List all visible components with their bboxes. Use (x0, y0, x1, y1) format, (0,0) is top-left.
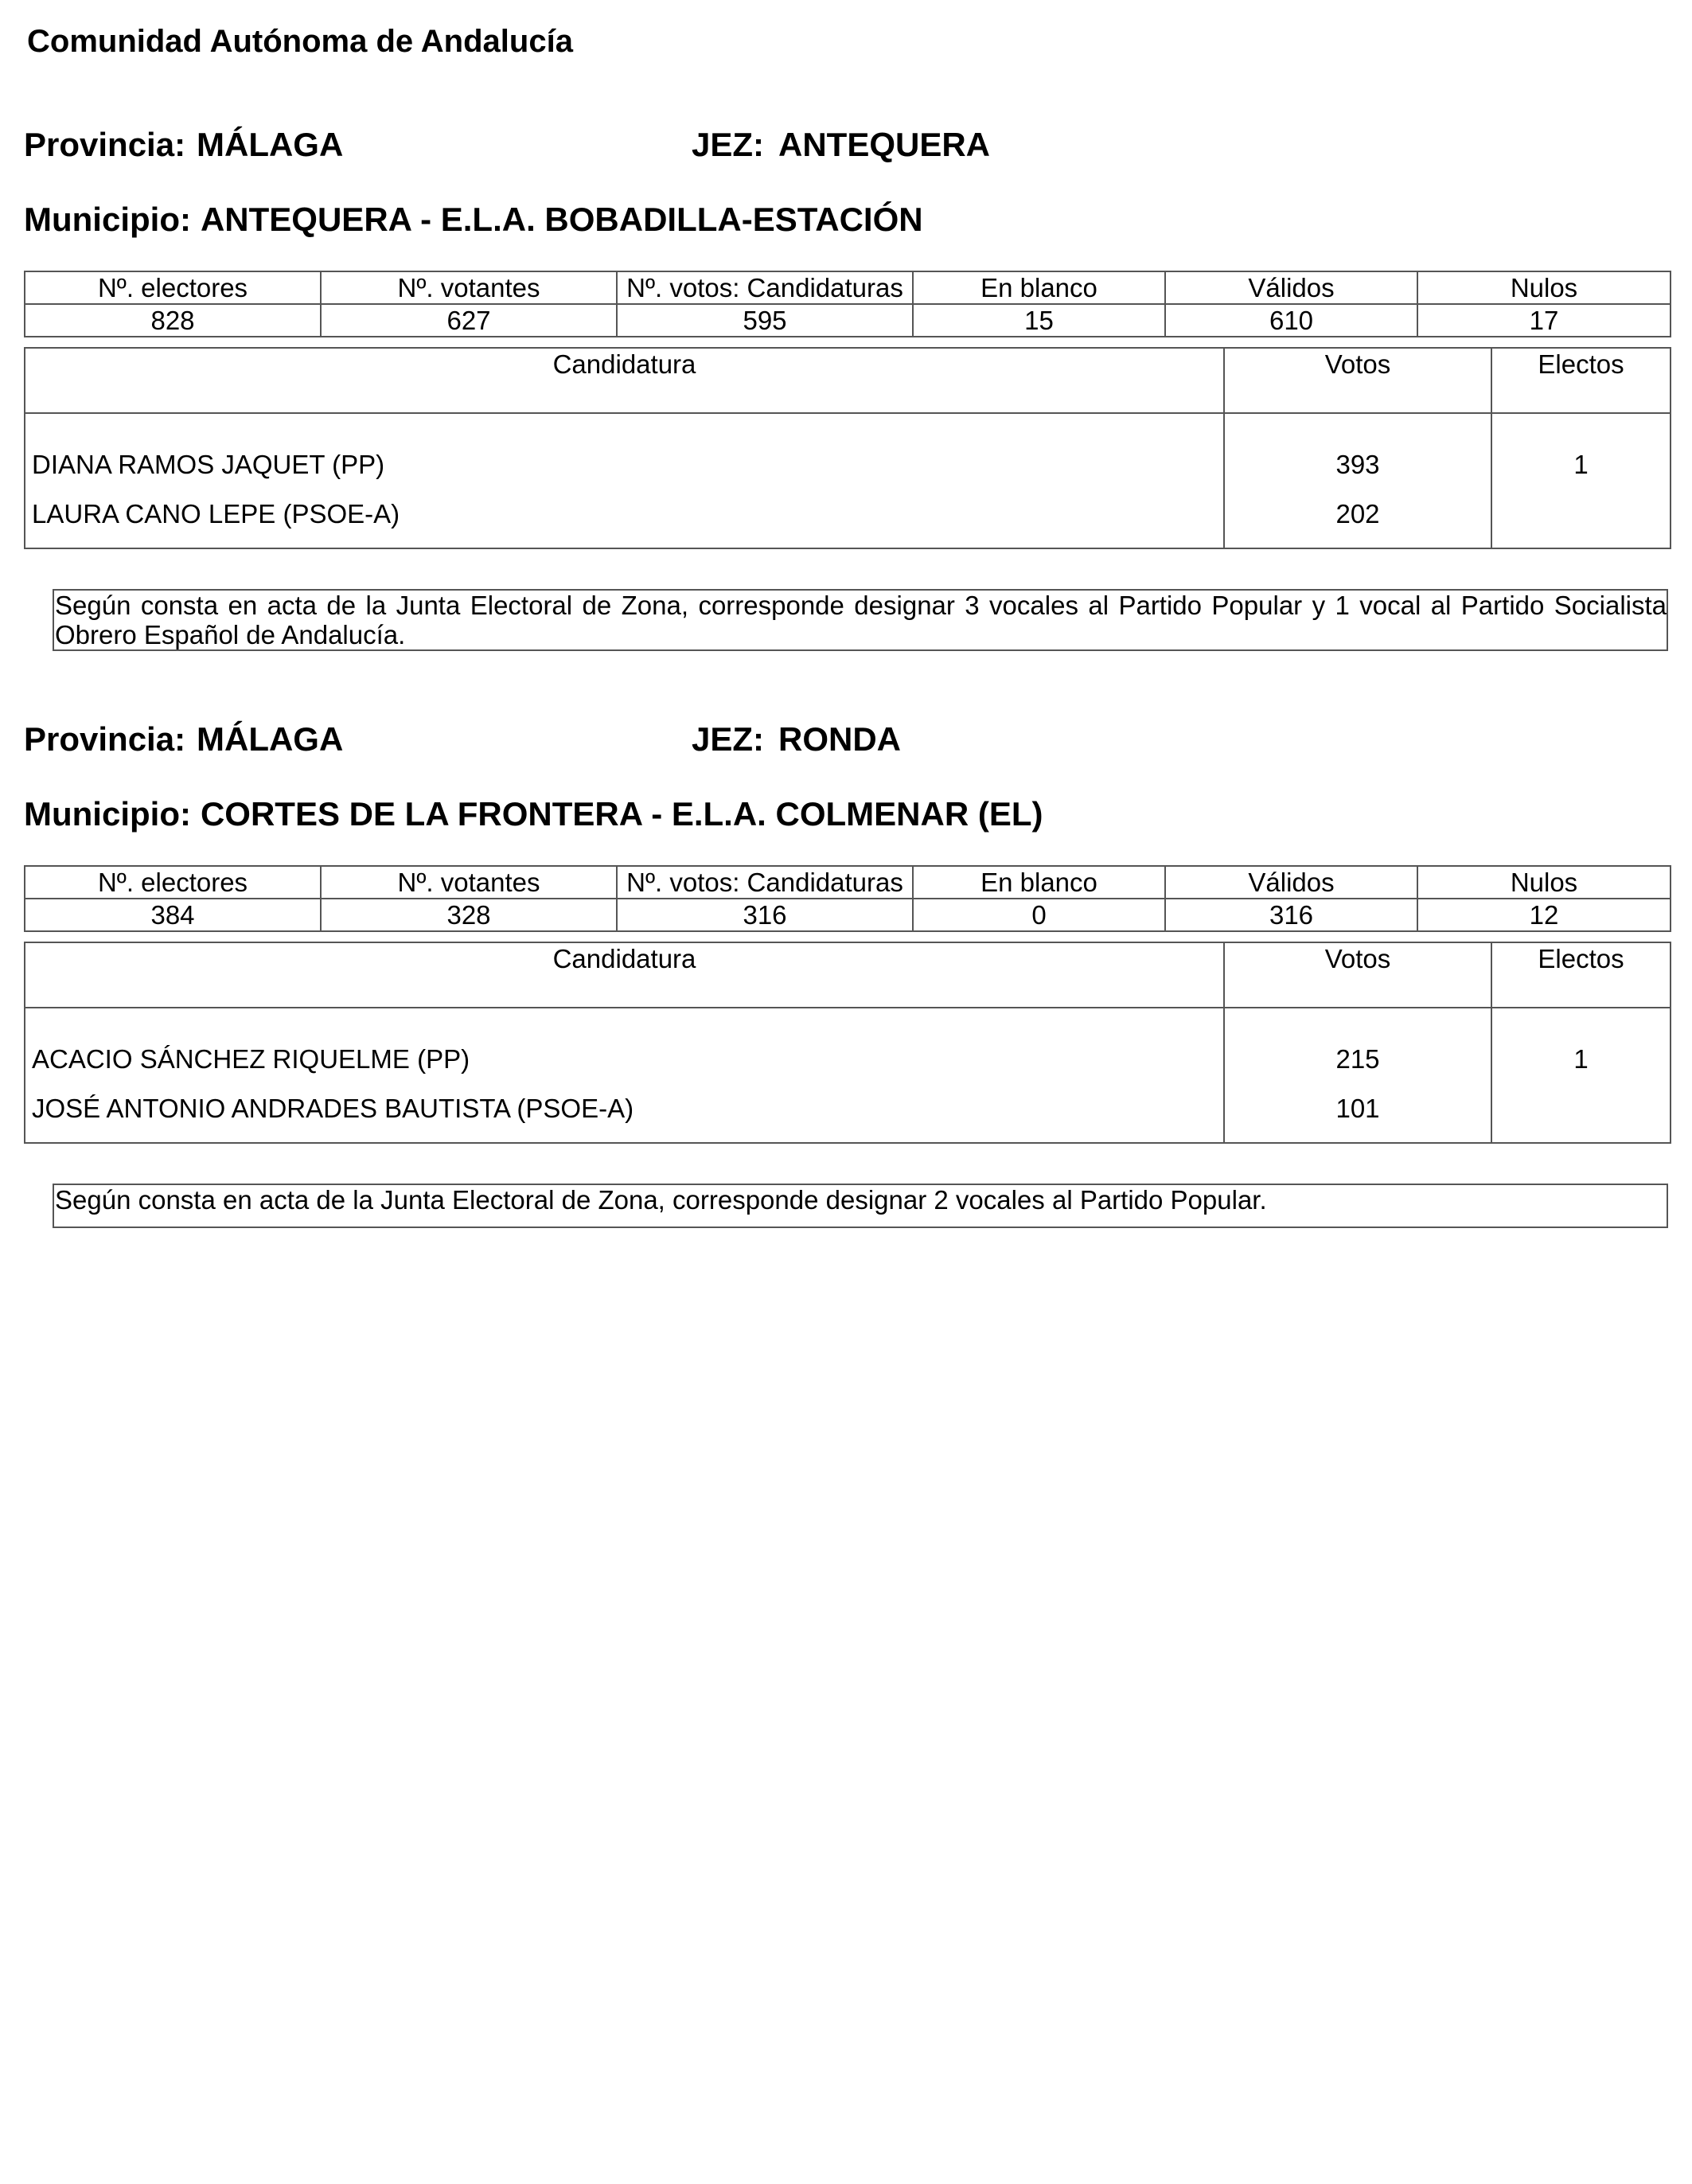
candidates-header-row (25, 348, 1671, 413)
province-row (0, 716, 1692, 763)
provincia-label: Provincia: (24, 720, 186, 758)
candidate-electos (1491, 481, 1671, 548)
candidate-votos: 393 (1224, 413, 1491, 481)
stats-table (24, 865, 1671, 932)
municipio-value: ANTEQUERA - E.L.A. BOBADILLA-ESTACIÓN (200, 201, 923, 238)
candidate-name: DIANA RAMOS JAQUET (PP) (25, 413, 1224, 481)
municipality-section (0, 716, 1692, 1320)
value-nulos: 12 (1417, 899, 1671, 931)
municipio-row (24, 196, 923, 244)
candidate-electos: 1 (1491, 1008, 1671, 1075)
header-votos-candidaturas: Nº. votos: Candidaturas (617, 866, 913, 899)
header-validos: Válidos (1165, 271, 1417, 304)
candidate-electos: 1 (1491, 413, 1671, 481)
header-votos-candidaturas: Nº. votos: Candidaturas (617, 271, 913, 304)
value-nulos: 17 (1417, 304, 1671, 337)
header-nulos: Nulos (1417, 866, 1671, 899)
candidates-header-row (25, 942, 1671, 1008)
candidates-table (24, 347, 1671, 549)
header-votantes: Nº. votantes (321, 866, 617, 899)
header-votos: Votos (1224, 942, 1491, 1008)
header-electores: Nº. electores (25, 866, 321, 899)
municipio-label: Municipio: (24, 201, 191, 238)
header-nulos: Nulos (1417, 271, 1671, 304)
value-electores: 384 (25, 899, 321, 931)
municipio-label: Municipio: (24, 795, 191, 833)
note-box: Según consta en acta de la Junta Electoral de Zona, corresponde designar 2 vocales al Partido Popular. (53, 1184, 1668, 1228)
candidate-name: JOSÉ ANTONIO ANDRADES BAUTISTA (PSOE-A) (25, 1075, 1224, 1143)
stats-table (24, 271, 1671, 337)
municipio-value: CORTES DE LA FRONTERA - E.L.A. COLMENAR (EL) (200, 795, 1043, 833)
candidate-electos (1491, 1075, 1671, 1143)
candidate-name: ACACIO SÁNCHEZ RIQUELME (PP) (25, 1008, 1224, 1075)
header-electores: Nº. electores (25, 271, 321, 304)
value-en-blanco: 0 (913, 899, 1165, 931)
stats-header-row (25, 866, 1671, 899)
candidate-row (25, 1008, 1671, 1075)
jez-label: JEZ: (692, 720, 765, 758)
jez-value: ANTEQUERA (778, 126, 991, 163)
value-electores: 828 (25, 304, 321, 337)
provincia-value: MÁLAGA (197, 720, 344, 758)
value-votantes: 328 (321, 899, 617, 931)
note-box: Según consta en acta de la Junta Electoral de Zona, corresponde designar 3 vocales al Partido Popular y 1 vocal al Partido Socialista Obrero Español de Andalucía. (53, 589, 1668, 651)
candidate-votos: 215 (1224, 1008, 1491, 1075)
value-validos: 316 (1165, 899, 1417, 931)
provincia-label: Provincia: (24, 126, 186, 163)
stats-header-row (25, 271, 1671, 304)
header-votantes: Nº. votantes (321, 271, 617, 304)
jez-label: JEZ: (692, 126, 765, 163)
header-en-blanco: En blanco (913, 271, 1165, 304)
province-row (0, 121, 1692, 169)
value-votos-candidaturas: 595 (617, 304, 913, 337)
header-candidatura: Candidatura (25, 942, 1224, 1008)
document-title: Comunidad Autónoma de Andalucía (27, 24, 573, 59)
jez-value: RONDA (778, 720, 901, 758)
municipality-section (0, 121, 1692, 726)
header-candidatura: Candidatura (25, 348, 1224, 413)
value-validos: 610 (1165, 304, 1417, 337)
header-electos: Electos (1491, 942, 1671, 1008)
candidate-row (25, 413, 1671, 481)
header-electos: Electos (1491, 348, 1671, 413)
municipio-row (24, 790, 1043, 838)
value-votos-candidaturas: 316 (617, 899, 913, 931)
candidate-row (25, 481, 1671, 548)
header-validos: Válidos (1165, 866, 1417, 899)
stats-value-row (25, 304, 1671, 337)
header-votos: Votos (1224, 348, 1491, 413)
value-en-blanco: 15 (913, 304, 1165, 337)
candidate-row (25, 1075, 1671, 1143)
provincia-value: MÁLAGA (197, 126, 344, 163)
candidates-table (24, 942, 1671, 1144)
stats-value-row (25, 899, 1671, 931)
candidate-votos: 202 (1224, 481, 1491, 548)
value-votantes: 627 (321, 304, 617, 337)
candidate-votos: 101 (1224, 1075, 1491, 1143)
header-en-blanco: En blanco (913, 866, 1165, 899)
candidate-name: LAURA CANO LEPE (PSOE-A) (25, 481, 1224, 548)
